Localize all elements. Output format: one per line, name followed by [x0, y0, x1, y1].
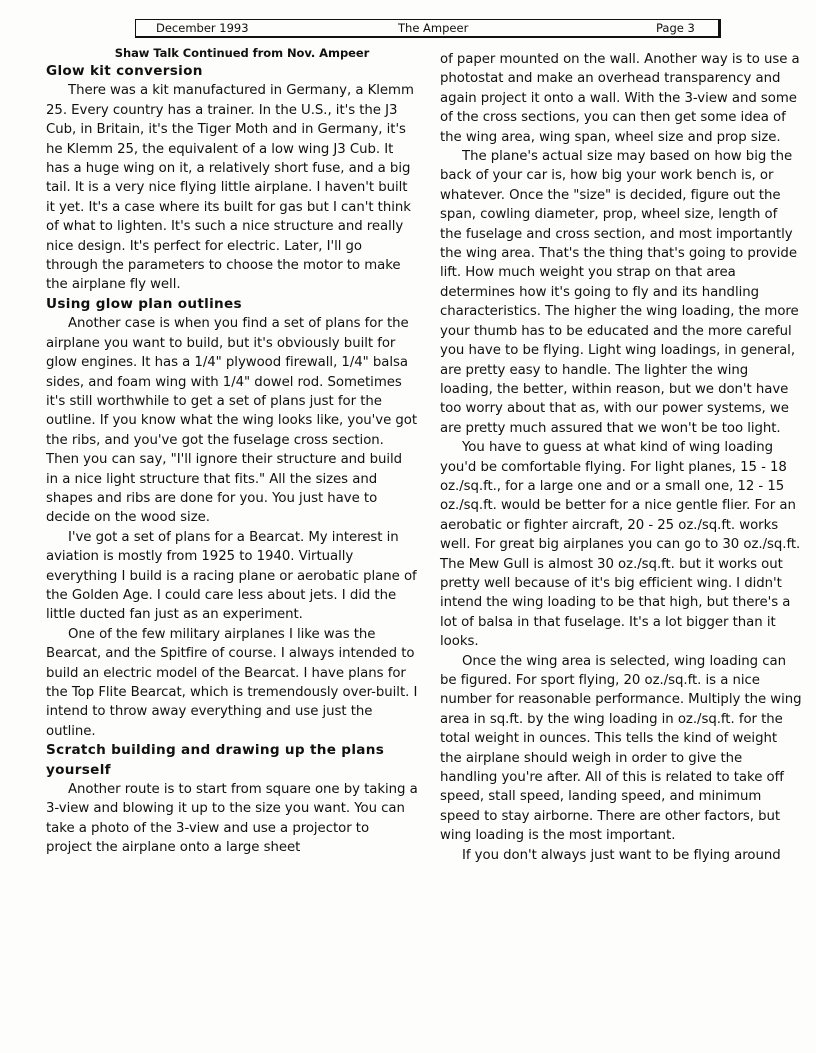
paragraph: Once the wing area is selected, wing loading can be figured. For sport flying, 20 oz./sq.ft. is a nice number for reasonable performance. Multiply the wing area in sq.ft. by the wing loading in oz./sq.ft. for the total weight in ounces. This tells the kind of weight the airplane should weigh in order to give the handling you're after. All of this is related to take off speed, stall speed, landing speed, and minimum speed to stay airborne. There are other factors, but wing loading is the most important. — [440, 653, 802, 844]
paragraph: Another route is to start from square one by taking a 3-view and blowing it up to the size you want. You can take a photo of the 3-view and use a projector to project the airplane onto a large sheet — [46, 782, 418, 856]
section-heading-scratch-building: Scratch building and drawing up the plans yourself — [46, 742, 385, 778]
paragraph: The plane's actual size may based on how big the back of your car is, how big your work bench is, or whatever. Once the "size" is decided, figure out the span, cowling diameter, prop, wheel size, length of the fuselage and cross section, and most importantly the wing area. That's the thing that's going to provide lift. How much weight you strap on that area determines how it's going to fly and its handling characteristics. The higher the wing loading, the more your thumb has to be educated and the more careful you have to be flying. Light wing loadings, in general, are pretty easy to handle. The lighter the wing loading, the better, within reason, but we don't have too worry about that as, with our power systems, we are pretty much assured that we won't be too light. — [440, 149, 799, 436]
continued-line: Shaw Talk Continued from Nov. Ampeer — [114, 46, 370, 60]
paragraph: There was a kit manufactured in Germany, a Klemm 25. Every country has a trainer. In the U.S., it's the J3 Cub, in Britain, it's the Tiger Moth and in Germany, it's he Klemm 25, the equivalent of a low wing J3 Cub. It has a huge wing on it, a relatively short fuse, and a big tail. It is a very nice flying little airplane. I haven't built it yet. It's a case where its built for gas but I can't think of what to lighten. It's such a nice structure and really nice design. It's perfect for electric. Later, I'll go through the parameters to choose the motor to make the airplane fly well. — [46, 83, 414, 293]
left-column — [46, 44, 418, 858]
paragraph: I've got a set of plans for a Bearcat. My interest in aviation is mostly from 1925 to 1940. Virtually everything I build is a racing plane or aerobatic plane of the Golden Age. I could care less about jets. I did the little ducted fan just as an experiment. — [46, 529, 417, 623]
paragraph: You have to guess at what kind of wing loading you'd be comfortable flying. For light planes, 15 - 18 oz./sq.ft., for a large one and or a small one, 12 - 15 oz./sq.ft. would be better for a nice gentle flier. For an aerobatic or fighter aircraft, 20 - 25 oz./sq.ft. works well. For great big airplanes you can go to 30 oz./sq.ft. The Mew Gull is almost 30 oz./sq.ft. but it works out pretty well because of it's big efficient wing. I didn't intend the wing loading to be that high, but there's a lot of balsa in that fuselage. It's a lot bigger than it looks. — [440, 440, 801, 650]
paragraph: of paper mounted on the wall. Another way is to use a photostat and make an overhead transparency and again project it onto a wall. With the 3-view and some of the cross sections, you can then get some idea of the wing area, wing span, wheel size and prop size. — [440, 52, 800, 145]
paragraph: One of the few military airplanes I like was the Bearcat, and the Spitfire of course. I always intended to build an electric model of the Bearcat. I have plans for the Top Flite Bearcat, which is tremendously over-built. I intend to throw away everything and use just the outline. — [46, 626, 418, 739]
paragraph: Another case is when you find a set of plans for the airplane you want to build, but it's obviously built for glow engines. It has a 1/4" plywood firewall, 1/4" balsa sides, and foam wing with 1/4" dowel rod. Sometimes it's still worthwhile to get a set of plans just for the outline. If you know what the wing looks like, you've got the ribs, and you've got the fuselage cross section. Then you can say, "I'll ignore their structure and build in a nice light structure that fits." All the sizes and shapes and ribs are done for you. You just have to decide on the wood size. — [46, 316, 418, 526]
section-heading-glow-plan: Using glow plan outlines — [46, 295, 242, 312]
issue-date: December 1993 — [156, 21, 249, 35]
right-column — [440, 50, 802, 865]
newsletter-title: The Ampeer — [398, 21, 469, 35]
page-number: Page 3 — [656, 21, 695, 35]
page-header — [135, 19, 721, 38]
paragraph: If you don't always just want to be flying around — [462, 847, 781, 863]
section-heading-glow-kit: Glow kit conversion — [46, 63, 203, 79]
